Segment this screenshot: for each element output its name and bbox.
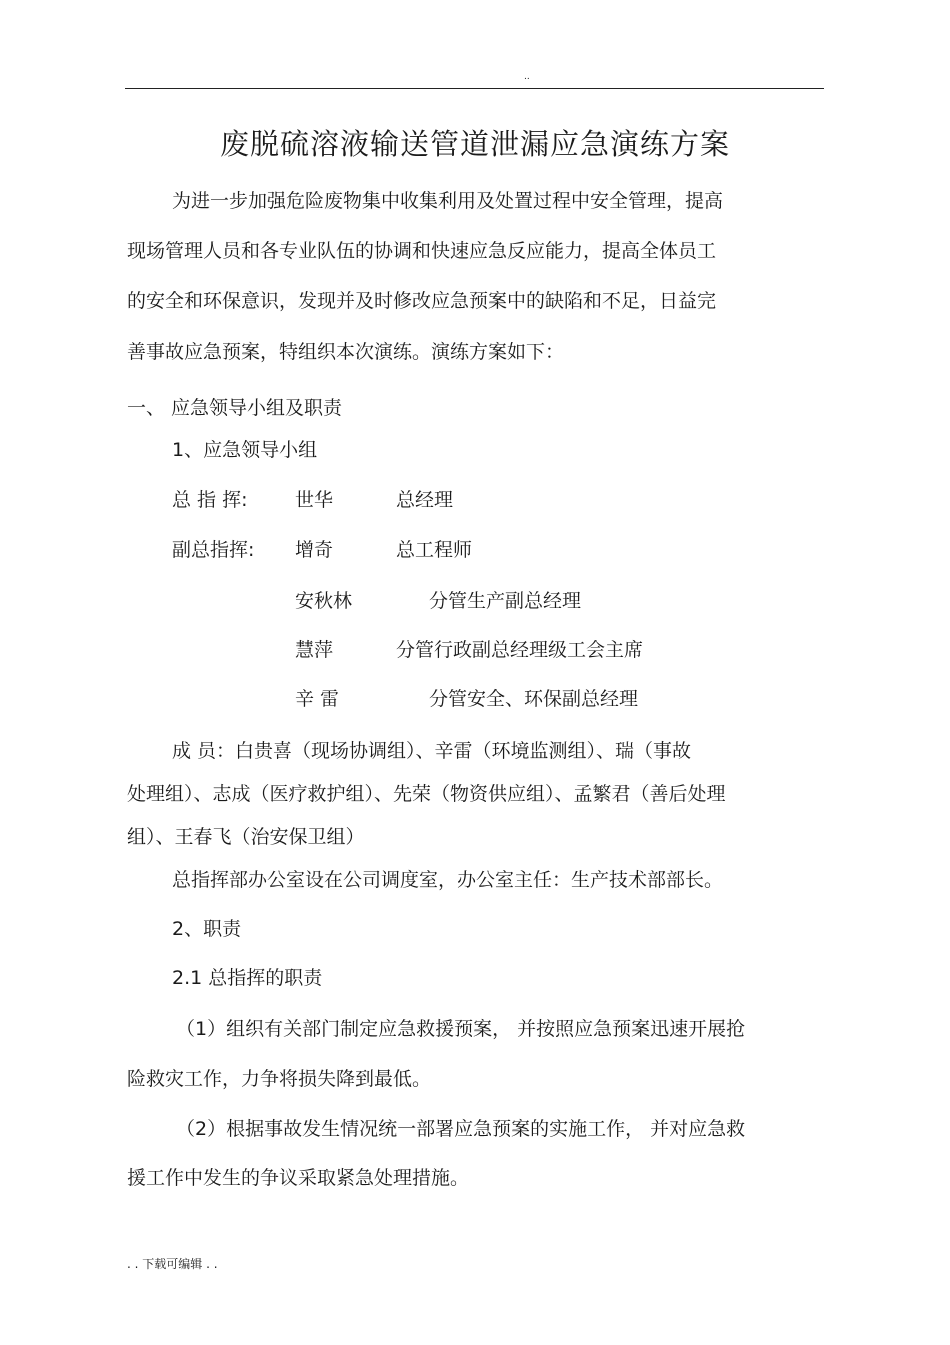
intro-line-2: 现场管理人员和各专业队伍的协调和快速应急反应能力，提高全体员工	[127, 240, 717, 262]
leader-title: 分管安全、环保副总经理	[429, 688, 639, 710]
subsection-commander-duties: 2.1 总指挥的职责	[172, 967, 323, 989]
duty1-line-2: 险救灾工作，力争将损失降到最低。	[127, 1068, 432, 1090]
leader-title: 分管行政副总经理级工会主席	[396, 639, 644, 661]
duty2-line-1: （2）根据事故发生情况统一部署应急预案的实施工作， 并对应急救	[176, 1118, 746, 1140]
leader-name: 安秋林	[295, 590, 353, 612]
subsection-leadership: 1、应急领导小组	[172, 439, 318, 461]
members-line-2: 处理组）、志成（医疗救护组）、先荣（物资供应组）、孟繁君（善后处理	[127, 783, 726, 805]
duty1-line-1: （1）组织有关部门制定应急救援预案， 并按照应急预案迅速开展抢	[176, 1018, 746, 1040]
header-rule	[125, 88, 824, 89]
members-line-3: 组）、王春飞（治安保卫组）	[127, 826, 365, 848]
section-heading: 一、 应急领导小组及职责	[127, 397, 343, 419]
leader-title: 总经理	[396, 489, 454, 511]
leader-name: 慧萍	[295, 639, 334, 661]
subsection-duties: 2、职责	[172, 918, 242, 940]
intro-line-3: 的安全和环保意识，发现并及时修改应急预案中的缺陷和不足，日益完	[127, 290, 717, 312]
leader-title: 分管生产副总经理	[429, 590, 582, 612]
leader-name: 增奇	[295, 539, 334, 561]
leader-name: 世华	[295, 489, 334, 511]
office-line: 总指挥部办公室设在公司调度室，办公室主任：生产技术部部长。	[172, 869, 724, 891]
duty2-line-2: 援工作中发生的争议采取紧急处理措施。	[127, 1167, 470, 1189]
intro-line-1: 为进一步加强危险废物集中收集利用及处置过程中安全管理，提高	[172, 190, 724, 212]
leader-role: 总 指 挥:	[172, 489, 248, 511]
header-mark: ..	[524, 72, 530, 82]
document-title: 废脱硫溶液输送管道泄漏应急演练方案	[219, 127, 730, 161]
leader-title: 总工程师	[396, 539, 473, 561]
footer-note: . . 下载可编辑 . .	[127, 1257, 218, 1271]
leader-name: 辛 雷	[295, 688, 340, 710]
intro-line-4: 善事故应急预案，特组织本次演练。演练方案如下：	[127, 341, 565, 363]
members-line-1: 成 员：白贵喜（现场协调组）、辛雷（环境监测组）、瑞（事故	[172, 740, 692, 762]
leader-role: 副总指挥:	[172, 539, 255, 561]
